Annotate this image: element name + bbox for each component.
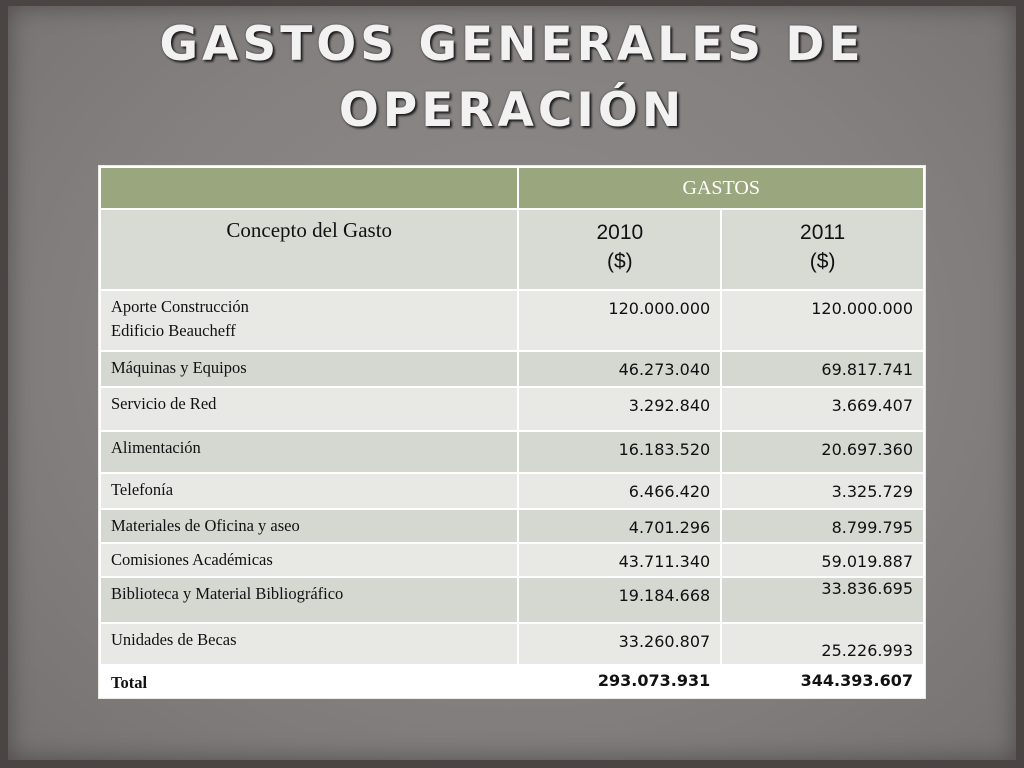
table-row [100,473,924,509]
table-row [100,509,924,543]
column-header-2010-unit: ($) [607,250,633,273]
row-label: Unidades de Becas [100,623,518,665]
table-header-empty-cell [100,167,518,209]
row-label: Máquinas y Equipos [100,351,518,387]
row-value-2011: 33.836.695 [721,577,924,623]
total-value-2011: 344.393.607 [721,665,924,697]
total-value-2010: 293.073.931 [518,665,721,697]
table-row [100,290,924,351]
slide-title [0,12,1024,144]
row-value-2011: 20.697.360 [721,431,924,473]
table-row [100,431,924,473]
row-value-2011: 120.000.000 [721,290,924,351]
row-label [100,290,518,351]
row-label: Comisiones Académicas [100,543,518,577]
row-value-2011: 69.817.741 [721,351,924,387]
row-label: Biblioteca y Material Bibliográfico [100,577,518,623]
column-header-2011-unit: ($) [809,250,836,273]
row-value-2010: 46.273.040 [518,351,721,387]
table-column-header-row [100,209,924,290]
row-label-line-1: Aporte Construcción [111,297,249,316]
row-value-2010: 3.292.840 [518,387,721,431]
row-label: Telefonía [100,473,518,509]
row-value-2011: 3.325.729 [721,473,924,509]
row-value-2010: 19.184.668 [518,577,721,623]
table-row [100,623,924,665]
column-header-2010 [518,209,721,290]
table-group-header-row [100,167,924,209]
column-header-2011 [721,209,924,290]
row-value-2010: 33.260.807 [518,623,721,665]
slide-title-line-2: OPERACIÓN [338,83,686,138]
row-value-2010: 120.000.000 [518,290,721,351]
column-header-2010-year: 2010 [596,221,644,244]
row-value-2010: 43.711.340 [518,543,721,577]
table-group-header: GASTOS [518,167,924,209]
row-value-2011: 3.669.407 [721,387,924,431]
row-label: Materiales de Oficina y aseo [100,509,518,543]
row-label-line-2: Edificio Beaucheff [111,321,236,340]
table-row [100,351,924,387]
table-row [100,387,924,431]
table-total-row [100,665,924,697]
column-header-concept: Concepto del Gasto [100,209,518,290]
row-value-2011: 8.799.795 [721,509,924,543]
table-row [100,577,924,623]
row-label: Alimentación [100,431,518,473]
row-value-2010: 6.466.420 [518,473,721,509]
total-label: Total [100,665,518,697]
row-value-2010: 16.183.520 [518,431,721,473]
row-value-2011: 59.019.887 [721,543,924,577]
slide-title-line-1: GASTOS GENERALES DE [159,17,865,72]
row-value-2010: 4.701.296 [518,509,721,543]
expenses-table [99,166,925,698]
row-value-2011: 25.226.993 [721,623,924,665]
table-row [100,543,924,577]
row-label: Servicio de Red [100,387,518,431]
column-header-2011-year: 2011 [800,221,846,244]
